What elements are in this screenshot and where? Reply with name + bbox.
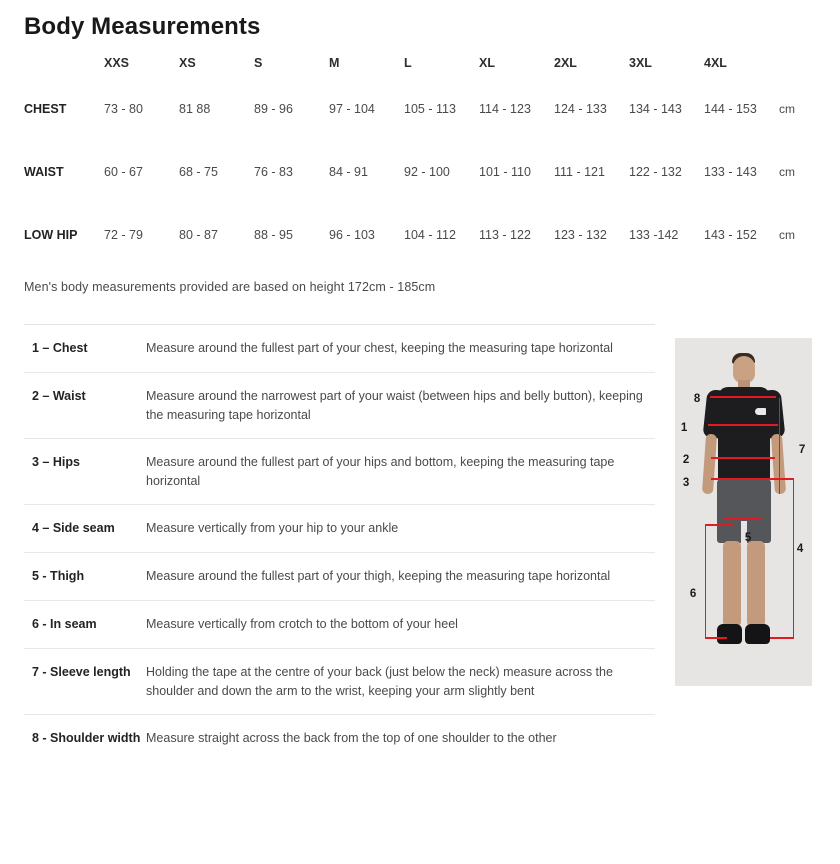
cell-chest-m: 97 - 104	[329, 101, 375, 116]
list-item	[24, 715, 655, 763]
measurement-guide-list	[24, 324, 655, 763]
guide-text-chest: Measure around the fullest part of your chest, keeping the measuring tape horizontal	[146, 341, 613, 355]
shoulder-measure-line	[710, 396, 776, 398]
column-header-2xl: 2XL	[554, 55, 577, 70]
side-seam-line	[793, 478, 795, 638]
cell-lowhip-l: 104 - 112	[404, 227, 456, 242]
in-seam-line-top	[705, 524, 733, 526]
cell-chest-2xl: 124 - 133	[554, 101, 607, 116]
cell-waist-xxs: 60 - 67	[104, 164, 143, 179]
cell-chest-3xl: 134 - 143	[629, 101, 682, 116]
marker-5: 5	[744, 532, 752, 544]
list-item	[24, 649, 655, 715]
row-label-waist: WAIST	[24, 164, 64, 179]
measurement-figure	[675, 338, 816, 686]
model-shoe-left	[717, 624, 742, 644]
cell-waist-2xl: 111 - 121	[554, 164, 605, 179]
in-seam-line-bottom	[705, 637, 727, 639]
size-guide-page	[0, 13, 840, 864]
column-header-s: S	[254, 55, 263, 70]
hip-measure-line	[711, 478, 775, 480]
guide-text-sleeve-length: Holding the tape at the centre of your back (just below the neck) measure across the shoulder and down the arm to the wrist, keeping your arm slightly bent	[146, 665, 613, 698]
guide-label-waist: 2 – Waist	[32, 389, 86, 403]
marker-4: 4	[796, 543, 804, 555]
marker-7: 7	[798, 444, 806, 456]
guide-label-in-seam: 6 - In seam	[32, 617, 97, 631]
model-leg-left	[723, 541, 741, 627]
cell-waist-xs: 68 - 75	[179, 164, 218, 179]
cell-waist-l: 92 - 100	[404, 164, 450, 179]
table-row	[24, 140, 821, 203]
list-item	[24, 601, 655, 649]
cell-waist-xl: 101 - 110	[479, 164, 531, 179]
model-tshirt	[718, 387, 770, 483]
cell-waist-unit: cm	[779, 164, 795, 179]
list-item	[24, 325, 655, 373]
row-label-chest: CHEST	[24, 101, 67, 116]
guide-text-thigh: Measure around the fullest part of your thigh, keeping the measuring tape horizontal	[146, 569, 611, 583]
cell-lowhip-xl: 113 - 122	[479, 227, 531, 242]
cell-lowhip-4xl: 143 - 152	[704, 227, 757, 242]
guide-text-waist: Measure around the narrowest part of your waist (between hips and belly button), keeping the measuring tape horizontal	[146, 389, 643, 422]
cell-waist-s: 76 - 83	[254, 164, 293, 179]
cell-lowhip-m: 96 - 103	[329, 227, 375, 242]
cell-lowhip-xxs: 72 - 79	[104, 227, 143, 242]
cell-lowhip-xs: 80 - 87	[179, 227, 218, 242]
cell-chest-xl: 114 - 123	[479, 101, 531, 116]
marker-3: 3	[682, 477, 690, 489]
model-head	[733, 356, 755, 383]
in-seam-line	[705, 524, 707, 638]
column-header-blank	[24, 51, 104, 77]
sleeve-measure-line	[779, 398, 781, 494]
cell-lowhip-s: 88 - 95	[254, 227, 293, 242]
cell-chest-unit: cm	[779, 101, 795, 116]
model-arm-left	[702, 434, 717, 495]
thigh-measure-line	[723, 518, 761, 520]
column-header-l: L	[404, 55, 412, 70]
row-label-low-hip: LOW HIP	[24, 227, 78, 242]
column-header-m: M	[329, 55, 340, 70]
marker-1: 1	[680, 422, 688, 434]
body-measurements-table	[24, 51, 821, 266]
guide-label-hips: 3 – Hips	[32, 455, 80, 469]
measurement-guide-section	[24, 324, 816, 763]
cell-chest-xs: 81 88	[179, 101, 211, 116]
cell-chest-4xl: 144 - 153	[704, 101, 757, 116]
brand-logo-icon	[755, 408, 766, 415]
list-item	[24, 439, 655, 505]
guide-text-side-seam: Measure vertically from your hip to your ankle	[146, 521, 399, 535]
column-header-xl: XL	[479, 55, 495, 70]
marker-8: 8	[693, 393, 701, 405]
table-row	[24, 77, 821, 140]
column-header-3xl: 3XL	[629, 55, 652, 70]
model-shoe-right	[745, 624, 770, 644]
guide-label-side-seam: 4 – Side seam	[32, 521, 115, 535]
table-row	[24, 203, 821, 266]
model-illustration	[675, 338, 812, 686]
list-item	[24, 373, 655, 439]
marker-6: 6	[689, 588, 697, 600]
cell-lowhip-unit: cm	[779, 227, 795, 242]
guide-label-thigh: 5 - Thigh	[32, 569, 85, 583]
model-leg-right	[747, 541, 765, 627]
measurement-note: Men's body measurements provided are based on height 172cm - 185cm	[24, 280, 436, 294]
cell-chest-xxs: 73 - 80	[104, 101, 143, 116]
cell-chest-s: 89 - 96	[254, 101, 293, 116]
guide-label-shoulder-width: 8 - Shoulder width	[32, 731, 141, 745]
column-header-xxs: XXS	[104, 55, 130, 70]
cell-lowhip-3xl: 133 -142	[629, 227, 679, 242]
guide-text-hips: Measure around the fullest part of your hips and bottom, keeping the measuring tape horizontal	[146, 455, 615, 488]
guide-label-sleeve-length: 7 - Sleeve length	[32, 665, 131, 679]
list-item	[24, 505, 655, 553]
table-header-row	[24, 51, 821, 77]
side-seam-line-top	[775, 478, 794, 480]
cell-chest-l: 105 - 113	[404, 101, 456, 116]
cell-waist-4xl: 133 - 143	[704, 164, 757, 179]
cell-lowhip-2xl: 123 - 132	[554, 227, 607, 242]
column-header-unit	[779, 51, 821, 77]
marker-2: 2	[682, 454, 690, 466]
list-item	[24, 553, 655, 601]
guide-label-chest: 1 – Chest	[32, 341, 88, 355]
column-header-xs: XS	[179, 55, 196, 70]
cell-waist-3xl: 122 - 132	[629, 164, 682, 179]
side-seam-line-bottom	[770, 637, 794, 639]
column-header-4xl: 4XL	[704, 55, 727, 70]
page-title: Body Measurements	[24, 13, 261, 40]
guide-text-shoulder-width: Measure straight across the back from the top of one shoulder to the other	[146, 731, 557, 745]
guide-text-in-seam: Measure vertically from crotch to the bottom of your heel	[146, 617, 458, 631]
chest-measure-line	[708, 424, 778, 426]
waist-measure-line	[711, 457, 775, 459]
cell-waist-m: 84 - 91	[329, 164, 368, 179]
